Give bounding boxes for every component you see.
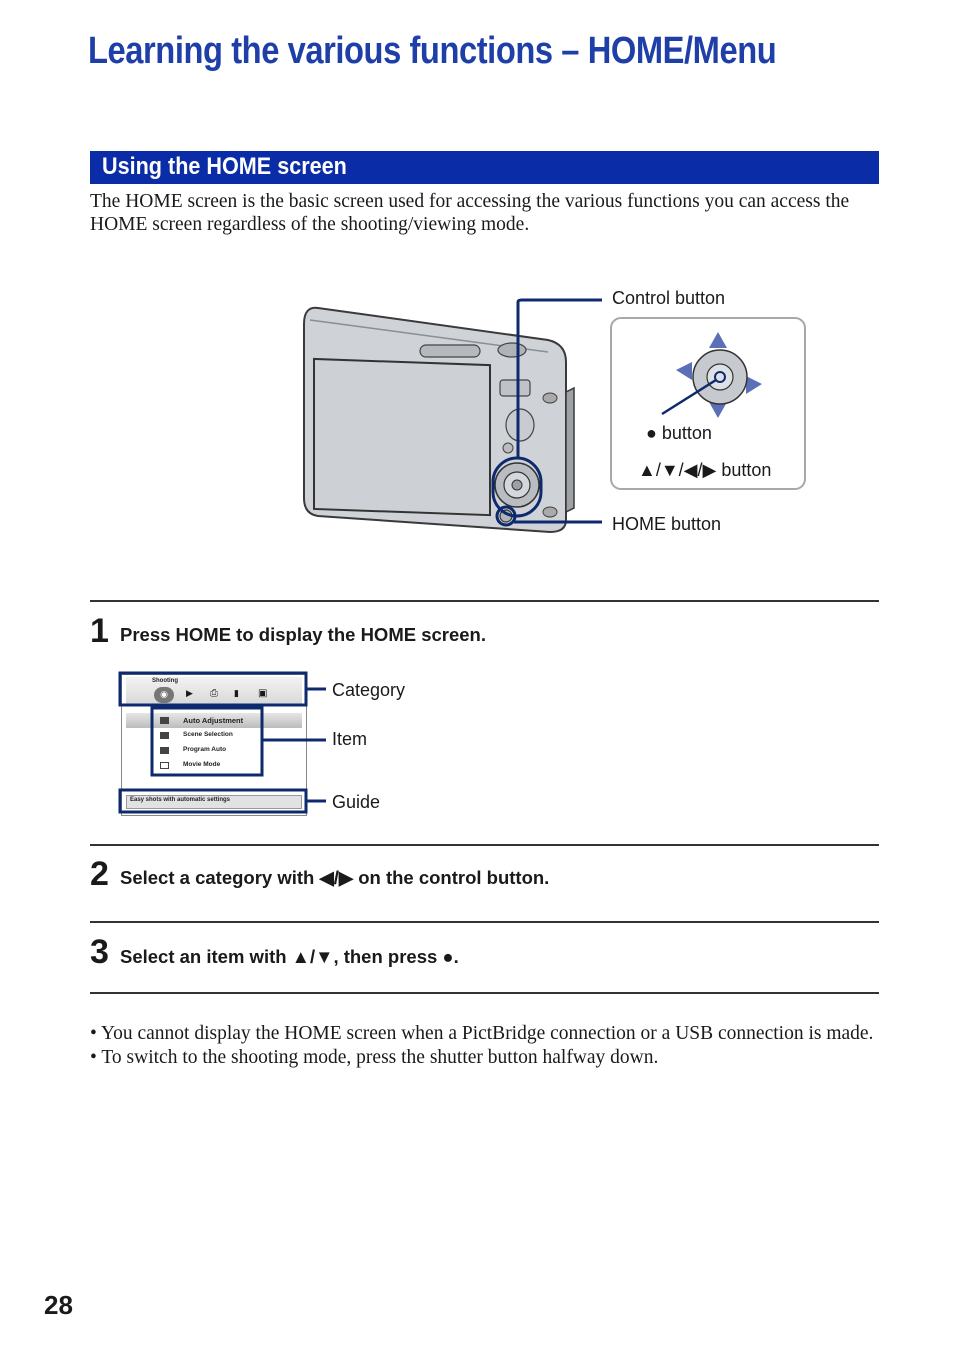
toolbox-icon[interactable]: ▣ — [258, 688, 268, 699]
step-3-text: Select an item with ▲/▼, then press ●. — [120, 946, 459, 967]
step-3-number: 3 — [90, 933, 109, 971]
menu-item-program-auto[interactable]: Program Auto — [183, 746, 227, 753]
category-title: Shooting — [152, 678, 178, 684]
direction-button-label: ▲/▼/◀/▶ button — [638, 460, 772, 480]
step-1-text: Press HOME to display the HOME screen. — [120, 624, 486, 645]
step-divider — [90, 921, 879, 923]
step-2-number: 2 — [90, 855, 109, 893]
print-icon[interactable]: ⎙ — [210, 688, 218, 699]
step-1-number: 1 — [90, 612, 109, 650]
page-title: Learning the various functions – HOME/Menu — [88, 30, 777, 72]
section-heading: Using the HOME screen — [102, 153, 347, 180]
note-item: • You cannot display the HOME screen when a PictBridge connection or a USB connection is made. — [90, 1022, 880, 1046]
guide-callout-label: Guide — [332, 792, 381, 812]
camera-icon[interactable]: ◉ — [154, 687, 174, 703]
menu-item-scene-selection[interactable]: Scene Selection — [183, 731, 233, 738]
menu-item-movie-mode[interactable]: Movie Mode — [183, 761, 221, 768]
play-icon[interactable]: ▶ — [186, 689, 193, 699]
control-button-label: Control button — [612, 288, 726, 308]
step-divider — [90, 992, 879, 994]
intro-paragraph: The HOME screen is the basic screen used for accessing the various functions you can access the HOME screen regardless of the shooting/viewing mode. — [90, 191, 850, 235]
center-button-label: ● button — [646, 423, 712, 443]
guide-text: Easy shots with automatic settings — [130, 797, 231, 803]
item-callout-label: Item — [332, 729, 368, 749]
memory-card-icon[interactable]: ▮ — [234, 689, 239, 699]
step-2-text: Select a category with ◀/▶ on the control button. — [120, 867, 550, 888]
notes-list — [90, 1022, 880, 1070]
note-item: • To switch to the shooting mode, press the shutter button halfway down. — [90, 1046, 880, 1070]
page-number: 28 — [44, 1290, 73, 1320]
step-divider — [90, 844, 879, 846]
home-button-label: HOME button — [612, 514, 722, 534]
category-callout-label: Category — [332, 680, 406, 700]
menu-item-auto-adjustment[interactable]: Auto Adjustment — [183, 716, 244, 725]
